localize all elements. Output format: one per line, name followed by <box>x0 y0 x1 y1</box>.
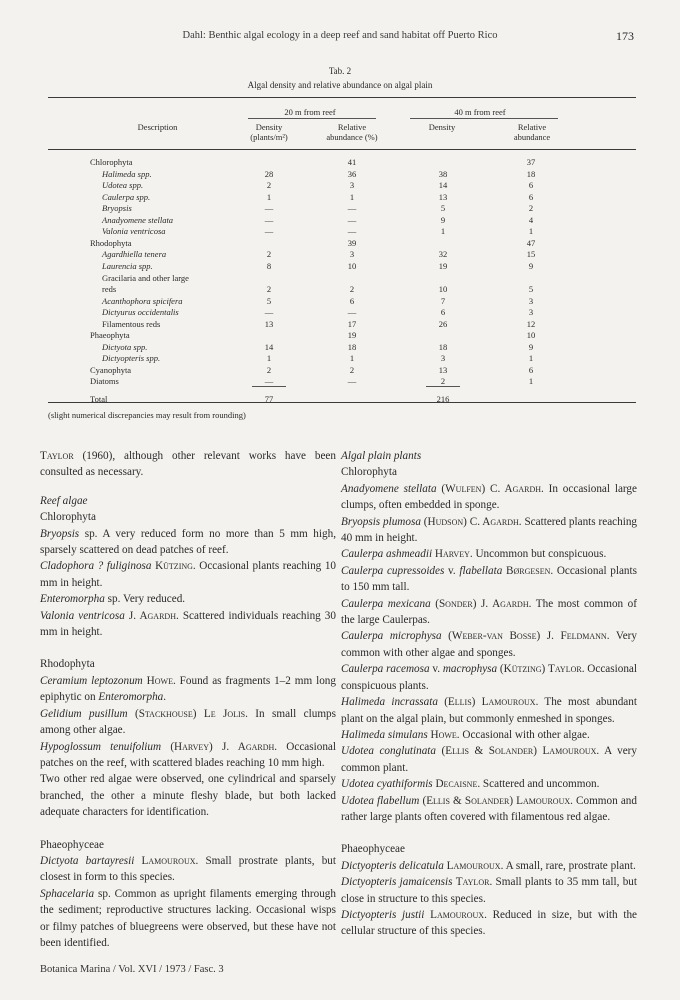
table-cell-d40: 9 <box>440 214 446 225</box>
table-cell-d20: 14 <box>264 341 274 352</box>
table-cell-r20: 3 <box>349 180 355 191</box>
table-cell-r20: — <box>347 203 357 214</box>
table-cell-r40: 4 <box>528 214 534 225</box>
left-phaeophyceae-heading: Phaeophyceae <box>40 838 104 851</box>
table-cell-d40: 10 <box>438 284 448 295</box>
species-valonia: Valonia ventricosa J. Agardh. Scattered individuals reaching 30 mm in height. <box>40 609 336 639</box>
table-row-label: Diatoms <box>90 376 119 387</box>
table-title: Algal density and relative abundance on algal plain <box>247 80 433 90</box>
table-cell-d20: 2 <box>266 180 272 191</box>
total-density-40m-line <box>426 386 460 387</box>
species-caulerpa-cupressoides: Caulerpa cupressoides v. flabellata Børgesen. Occasional plants to 150 mm tall. <box>341 564 637 594</box>
species-gelidium: Gelidium pusillum (Stackhouse) Le Jolis. In small clumps among other algae. <box>40 707 336 737</box>
table-rule-top <box>48 97 636 98</box>
table-cell-r40: 5 <box>528 284 534 295</box>
table-cell-r40: 3 <box>528 307 534 318</box>
species-udotea-flabellum: Udotea flabellum (Ellis & Solander) Lamouroux. Common and rather large plants often covered with filamentous red algae. <box>341 794 637 823</box>
table-cell-r20: — <box>347 214 357 225</box>
header-rel-40m: Relative <box>517 122 547 132</box>
table-cell-r20: 1 <box>349 353 355 364</box>
species-bryopsis-plumosa: Bryopsis plumosa (Hudson) C. Agardh. Scattered plants reaching 40 mm in height. <box>341 515 638 545</box>
table-row-label: Bryopsis <box>102 203 132 214</box>
table-cell-d40: 18 <box>438 341 448 352</box>
species-halimeda-simulans: Halimeda simulans Howe. Occasional with other algae. <box>341 728 590 741</box>
table-cell-d20: 2 <box>266 284 272 295</box>
table-row-label: Anadyomene stellata <box>102 214 174 225</box>
table-cell-d40: 13 <box>438 364 448 375</box>
table-cell-r40: 1 <box>528 376 534 387</box>
table-row-label: Total <box>90 394 108 404</box>
table-row-label: Dictyurus occidentalis <box>102 307 179 318</box>
table-cell-d20: — <box>264 226 274 237</box>
running-head: Dahl: Benthic algal ecology in a deep reef and sand habitat off Puerto Rico <box>182 30 498 41</box>
header-rel-20m: Relative <box>337 122 367 132</box>
table-cell-r20: 10 <box>347 260 357 271</box>
table-cell-r40: 6 <box>528 191 534 202</box>
table-row-label: Gracilaria and other large <box>102 272 189 283</box>
table-cell-d20: — <box>264 214 274 225</box>
table-cell-r20: 18 <box>347 341 357 352</box>
other-red-algae: Two other red algae were observed, one cylindrical and sparsely branched, the other a minute fleshy blade, but both lacked adequate characters for identification. <box>40 773 336 819</box>
table-cell-d40: 19 <box>438 260 448 271</box>
table-cell-d40: 7 <box>440 295 446 306</box>
intro-paragraph: Taylor (1960), although other relevant works have been consulted as necessary. <box>40 450 336 479</box>
table-cell-d40: 13 <box>438 191 448 202</box>
table-cell-d20: 28 <box>264 168 274 179</box>
table-row-label: Acanthophora spicifera <box>102 295 183 306</box>
right-phaeophyceae-heading: Phaeophyceae <box>341 843 405 856</box>
table-cell-d40: 32 <box>438 249 448 260</box>
table-cell-d20: 1 <box>266 353 272 364</box>
table-cell-r20: 39 <box>347 237 357 248</box>
header-rel-20m-unit: abundance (%) <box>326 132 378 142</box>
table-cell-d40: 2 <box>440 376 446 387</box>
table-cell-r20: — <box>347 376 357 387</box>
table-cell-d40: 5 <box>440 203 446 214</box>
header-density-20m: Density <box>255 122 283 132</box>
species-udotea-cyathiformis: Udotea cyathiformis Decaisne. Scattered and uncommon. <box>341 778 600 791</box>
left-rhodophyta-heading: Rhodophyta <box>40 658 95 671</box>
species-halimeda-incrassata: Halimeda incrassata (Ellis) Lamouroux. The most abundant plant on the algal plain, but commonly enmeshed in sponges. <box>341 696 637 725</box>
table-row-label: Laurencia spp. <box>102 260 153 271</box>
species-caulerpa-racemosa: Caulerpa racemosa v. macrophysa (Kützing) Taylor. Occasional conspicuous plants. <box>341 663 637 692</box>
table-cell-r40: 3 <box>528 295 534 306</box>
species-udotea-conglutinata: Udotea conglutinata (Ellis & Solander) Lamouroux. A very common plant. <box>341 745 637 774</box>
left-chlorophyta-heading: Chlorophyta <box>40 511 96 524</box>
table-cell-d20: 5 <box>266 295 272 306</box>
table-cell-d20: 77 <box>264 394 274 404</box>
header-density-20m-unit: (plants/m²) <box>250 132 288 142</box>
table-cell-r20: 6 <box>349 295 355 306</box>
table-cell-r40: 12 <box>526 318 536 329</box>
table-row-label: Dictyopteris spp. <box>102 353 161 364</box>
table-cell-r20: 2 <box>349 364 355 375</box>
table-cell-r20: 19 <box>347 330 357 341</box>
left-column <box>40 448 336 951</box>
species-cladophora: Cladophora ? fuliginosa Kützing. Occasional plants reaching 10 mm in height. <box>40 560 337 589</box>
algal-plain-heading: Algal plain plants <box>341 450 422 462</box>
table-cell-d40: 216 <box>436 394 450 404</box>
reef-algae-heading: Reef algae <box>40 494 88 507</box>
table-cell-r40: 47 <box>526 237 536 248</box>
table-row-label: Agardhiella tenera <box>102 249 167 260</box>
table-row-label: Valonia ventricosa <box>102 226 166 237</box>
table-cell-r40: 10 <box>526 330 536 341</box>
table-row-label: Chlorophyta <box>90 157 133 167</box>
table-row-label: Caulerpa spp. <box>102 191 151 202</box>
table-cell-r40: 1 <box>528 353 534 364</box>
table-cell-d40: 38 <box>438 168 448 179</box>
table-row-label: Cyanophyta <box>90 364 132 375</box>
table-row-label: Halimeda spp. <box>102 168 152 179</box>
table-cell-r40: 9 <box>528 260 534 271</box>
header-description: Description <box>137 122 178 132</box>
table-cell-r20: 1 <box>349 191 355 202</box>
species-sphacelaria: Sphacelaria sp. Common as upright filaments emerging through the sediment; reproductive structures lacking. Occasional wisps or filmy patches of bluegreens were observed, but these have not been identified. <box>40 887 336 949</box>
table-cell-r40: 1 <box>528 226 534 237</box>
species-hypoglossum: Hypoglossum tenuifolium (Harvey) J. Agardh. Occasional patches on the reef, with scattered blades reaching 10 mm high. <box>40 740 336 769</box>
header-group-20m-underline <box>248 118 376 119</box>
table-row-label: Udotea spp. <box>102 180 144 191</box>
table-rule-header <box>48 149 636 150</box>
table-cell-d40: 26 <box>438 318 448 329</box>
table-cell-d20: 8 <box>266 260 272 271</box>
table-row-label: reds <box>102 284 117 295</box>
species-enteromorpha: Enteromorpha sp. Very reduced. <box>40 593 186 606</box>
species-dictyopteris-justii: Dictyopteris justii Lamouroux. Reduced in size, but with the cellular structure of this species. <box>341 908 638 938</box>
table-cell-d20: 2 <box>266 249 272 260</box>
header-rel-40m-unit: abundance <box>513 132 551 142</box>
table-cell-r20: 41 <box>347 157 357 167</box>
table-cell-r40: 6 <box>528 364 534 375</box>
table-row-label: Filamentous reds <box>102 318 161 329</box>
footer: Botanica Marina / Vol. XVI / 1973 / Fasc. 3 <box>40 964 224 975</box>
species-dictyopteris-jamaicensis: Dictyopteris jamaicensis Taylor. Small plants to 35 mm tall, but close in structure to this species. <box>341 876 637 905</box>
species-anadyomene: Anadyomene stellata (Wulfen) C. Agardh. In occasional large clumps, often embedded in sponge. <box>341 482 637 512</box>
table-cell-r20: 36 <box>347 168 357 179</box>
right-column <box>341 448 637 940</box>
table-cell-d40: 3 <box>440 353 446 364</box>
table-cell-r40: 37 <box>526 157 536 167</box>
species-bryopsis-sp: Bryopsis sp. A very reduced form no more than 5 mm high, sparsely scattered on dead patches of reef. <box>40 527 336 557</box>
table-cell-r20: — <box>347 307 357 318</box>
table-cell-r40: 15 <box>526 249 536 260</box>
table-cell-d20: — <box>264 307 274 318</box>
table-cell-d20: 13 <box>264 318 274 329</box>
header-group-40m-underline <box>410 118 558 119</box>
table-note: (slight numerical discrepancies may result from rounding) <box>48 410 246 420</box>
table-row-label: Phaeophyta <box>90 330 130 341</box>
table-cell-r40: 9 <box>528 341 534 352</box>
table-cell-r20: — <box>347 226 357 237</box>
page-number: 173 <box>616 29 634 43</box>
table-label: Tab. 2 <box>328 66 352 76</box>
table-cell-d40: 14 <box>438 180 448 191</box>
right-chlorophyta-heading: Chlorophyta <box>341 466 397 479</box>
table-cell-r20: 3 <box>349 249 355 260</box>
table-cell-d20: — <box>264 376 274 387</box>
species-dictyota: Dictyota bartayresii Lamouroux. Small prostrate plants, but closest in form to this species. <box>40 854 337 884</box>
table-cell-r40: 2 <box>528 203 534 214</box>
table-cell-r40: 6 <box>528 180 534 191</box>
table-cell-r20: 2 <box>349 284 355 295</box>
species-caulerpa-microphysa: Caulerpa microphysa (Weber-van Bosse) J. Feldmann. Very common with other algae and sponges. <box>341 630 637 659</box>
table-cell-d20: 1 <box>266 191 272 202</box>
table-cell-d20: 2 <box>266 364 272 375</box>
table-cell-r20: 17 <box>347 318 357 329</box>
header-group-20m: 20 m from reef <box>284 107 336 117</box>
table-cell-d40: 1 <box>440 226 446 237</box>
species-caulerpa-mexicana: Caulerpa mexicana (Sonder) J. Agardh. The most common of the large Caulerpas. <box>341 597 638 627</box>
table-cell-d20: — <box>264 203 274 214</box>
table-rule-bottom <box>48 402 636 403</box>
table-cell-r40: 18 <box>526 168 536 179</box>
total-density-20m-line <box>252 386 286 387</box>
species-caulerpa-ashmeadii: Caulerpa ashmeadii Harvey. Uncommon but conspicuous. <box>341 548 607 561</box>
species-dictyopteris-delicatula: Dictyopteris delicatula Lamouroux. A small, rare, prostrate plant. <box>341 859 636 872</box>
table-row-label: Rhodophyta <box>90 237 132 248</box>
header-group-40m: 40 m from reef <box>454 107 506 117</box>
table-row-label: Dictyota spp. <box>102 341 148 352</box>
species-ceramium: Ceramium leptozonum Howe. Found as fragments 1–2 mm long epiphytic on Enteromorpha. <box>40 674 336 704</box>
header-density-40m: Density <box>428 122 456 132</box>
table-cell-d40: 6 <box>440 307 446 318</box>
